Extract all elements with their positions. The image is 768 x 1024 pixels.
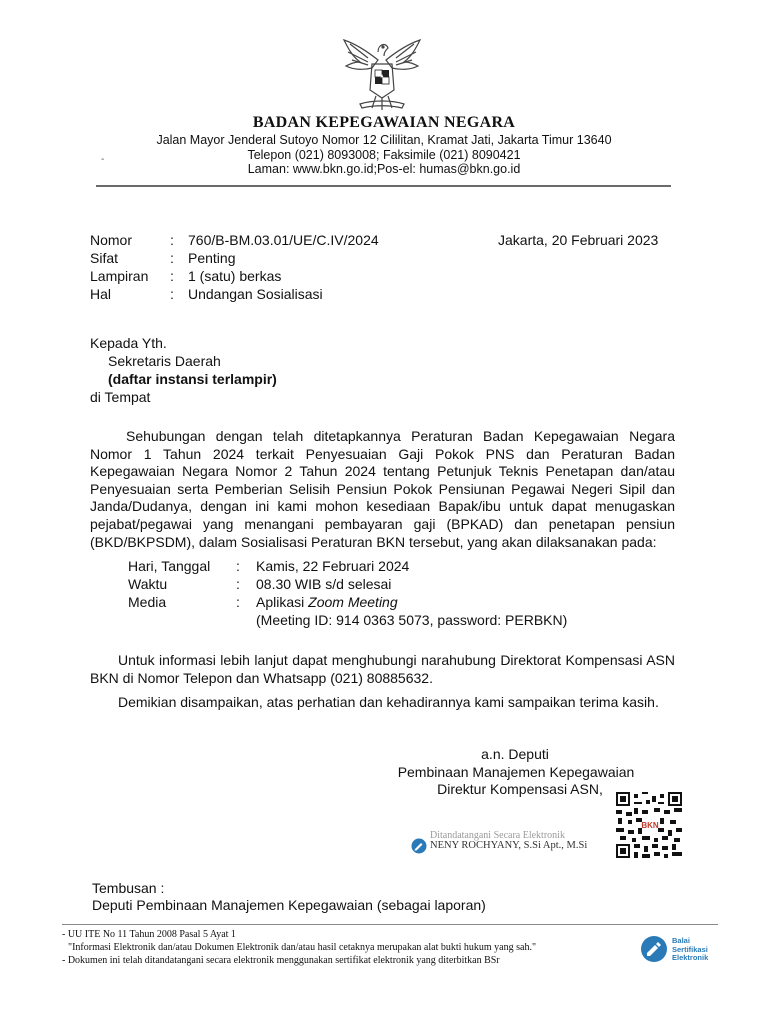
bsre-line-2: Sertifikasi bbox=[672, 944, 708, 954]
hal-label: Hal bbox=[90, 286, 112, 302]
addressee-note: (daftar instansi terlampir) bbox=[108, 371, 277, 387]
schedule-media-label: Media bbox=[128, 594, 167, 610]
org-web: Laman: www.bkn.go.id;Pos-el: humas@bkn.go.id bbox=[247, 162, 521, 176]
esign-pen-icon bbox=[411, 838, 427, 854]
nomor-label: Nomor bbox=[90, 232, 133, 248]
media-prefix: Aplikasi bbox=[256, 594, 309, 610]
addressee-recipient: Sekretaris Daerah bbox=[108, 353, 221, 369]
addressee-place: di Tempat bbox=[90, 389, 151, 405]
org-address: Jalan Mayor Jenderal Sutoyo Nomor 12 Cililitan, Kramat Jati, Jakarta Timur 13640 bbox=[156, 133, 612, 147]
body-paragraph-3: Demikian disampaikan, atas perhatian dan kehadirannya kami sampaikan terima kasih. bbox=[118, 694, 659, 710]
org-name: BADAN KEPEGAWAIAN NEGARA bbox=[252, 114, 516, 131]
bsre-line-3: Elektronik bbox=[672, 953, 709, 962]
nomor-colon: : bbox=[170, 232, 174, 248]
schedule-media-value bbox=[256, 594, 398, 610]
lampiran-label: Lampiran bbox=[90, 268, 149, 284]
org-phone: Telepon (021) 8093008; Faksimile (021) 8090421 bbox=[247, 148, 521, 162]
body-paragraph-2 bbox=[90, 652, 675, 687]
sifat-value: Penting bbox=[188, 250, 236, 266]
letterhead-divider bbox=[96, 185, 671, 187]
place-date: Jakarta, 20 Februari 2023 bbox=[498, 232, 659, 248]
signature-line-3: Direktur Kompensasi ASN, bbox=[437, 781, 603, 797]
esign-caption: Ditandatangani Secara Elektronik bbox=[430, 830, 565, 841]
signature-line-1: a.n. Deputi bbox=[481, 746, 549, 762]
schedule-media-colon: : bbox=[236, 594, 240, 610]
schedule-time-colon: : bbox=[236, 576, 240, 592]
bsre-line-1: Balai bbox=[672, 936, 690, 945]
schedule-time-label: Waktu bbox=[128, 576, 168, 592]
footer-line-1: - UU ITE No 11 Tahun 2008 Pasal 5 Ayat 1 bbox=[62, 929, 236, 940]
lampiran-colon: : bbox=[170, 268, 174, 284]
schedule-meeting-info: (Meeting ID: 914 0363 5073, password: PERBKN) bbox=[256, 612, 568, 628]
footer-line-2: "Informasi Elektronik dan/atau Dokumen Elektronik dan/atau hasil cetaknya merupakan alat bukti hukum yang sah." bbox=[68, 942, 537, 953]
cc-title: Tembusan : bbox=[92, 880, 165, 896]
addressee-kepada: Kepada Yth. bbox=[90, 335, 167, 351]
signature-line-2: Pembinaan Manajemen Kepegawaian bbox=[397, 764, 635, 780]
body-paragraph-2-text: Untuk informasi lebih lanjut dapat menghubungi narahubung Direktorat Kompensasi ASN BKN di Nomor Telepon dan Whatsapp (021) 80885632. bbox=[90, 652, 675, 686]
schedule-day-colon: : bbox=[236, 558, 240, 574]
sifat-colon: : bbox=[170, 250, 174, 266]
cc-item-1: Deputi Pembinaan Manajemen Kepegawaian (sebagai laporan) bbox=[92, 897, 486, 913]
lampiran-value: 1 (satu) berkas bbox=[188, 268, 282, 284]
bsre-logo-icon bbox=[640, 935, 668, 963]
dash-mark: - bbox=[101, 154, 105, 165]
body-paragraph-1 bbox=[90, 428, 675, 551]
bsre-text bbox=[672, 937, 708, 963]
body-paragraph-1-text: Sehubungan dengan telah ditetapkannya Peraturan Badan Kepegawaian Negara Nomor 1 Tahun 2024 terkait Penyesuaian Gaji Pokok PNS dan Peraturan Badan Kepegawaian Negara Nomor 2 Tahun 2024 tentang Petunjuk Teknis Penetapan dan/atau Penyesuaian serta Pemberian Selisih Pensiun Pokok Pensiunan Pegawai Negeri Sipil dan Janda/Dudanya, dengan ini kami mohon kesediaan Bapak/ibu untuk dapat menugaskan pejabat/pegawai yang menangani pembayaran gaji (BPKAD) dan penetapan pensiun (BKD/BKPSDM), dalam Sosialisasi Peraturan BKN tersebut, yang akan dilaksanakan pada: bbox=[90, 428, 675, 550]
schedule-time-value: 08.30 WIB s/d selesai bbox=[256, 576, 392, 592]
footer-divider bbox=[62, 924, 718, 925]
nomor-value: 760/B-BM.03.01/UE/C.IV/2024 bbox=[188, 232, 379, 248]
schedule-day-value: Kamis, 22 Februari 2024 bbox=[256, 558, 410, 574]
hal-colon: : bbox=[170, 286, 174, 302]
hal-value: Undangan Sosialisasi bbox=[188, 286, 323, 302]
schedule-day-label: Hari, Tanggal bbox=[128, 558, 211, 574]
sifat-label: Sifat bbox=[90, 250, 119, 266]
qr-code-icon bbox=[616, 792, 682, 858]
esign-name: NENY ROCHYANY, S.Si Apt., M.Si bbox=[430, 840, 588, 851]
qr-label: BKN bbox=[641, 821, 659, 830]
media-app: Zoom Meeting bbox=[308, 594, 398, 610]
footer-line-3: - Dokumen ini telah ditandatangani secara elektronik menggunakan sertifikat elektronik yang diterbitkan BSr bbox=[62, 955, 500, 966]
garuda-emblem-icon bbox=[338, 30, 426, 114]
